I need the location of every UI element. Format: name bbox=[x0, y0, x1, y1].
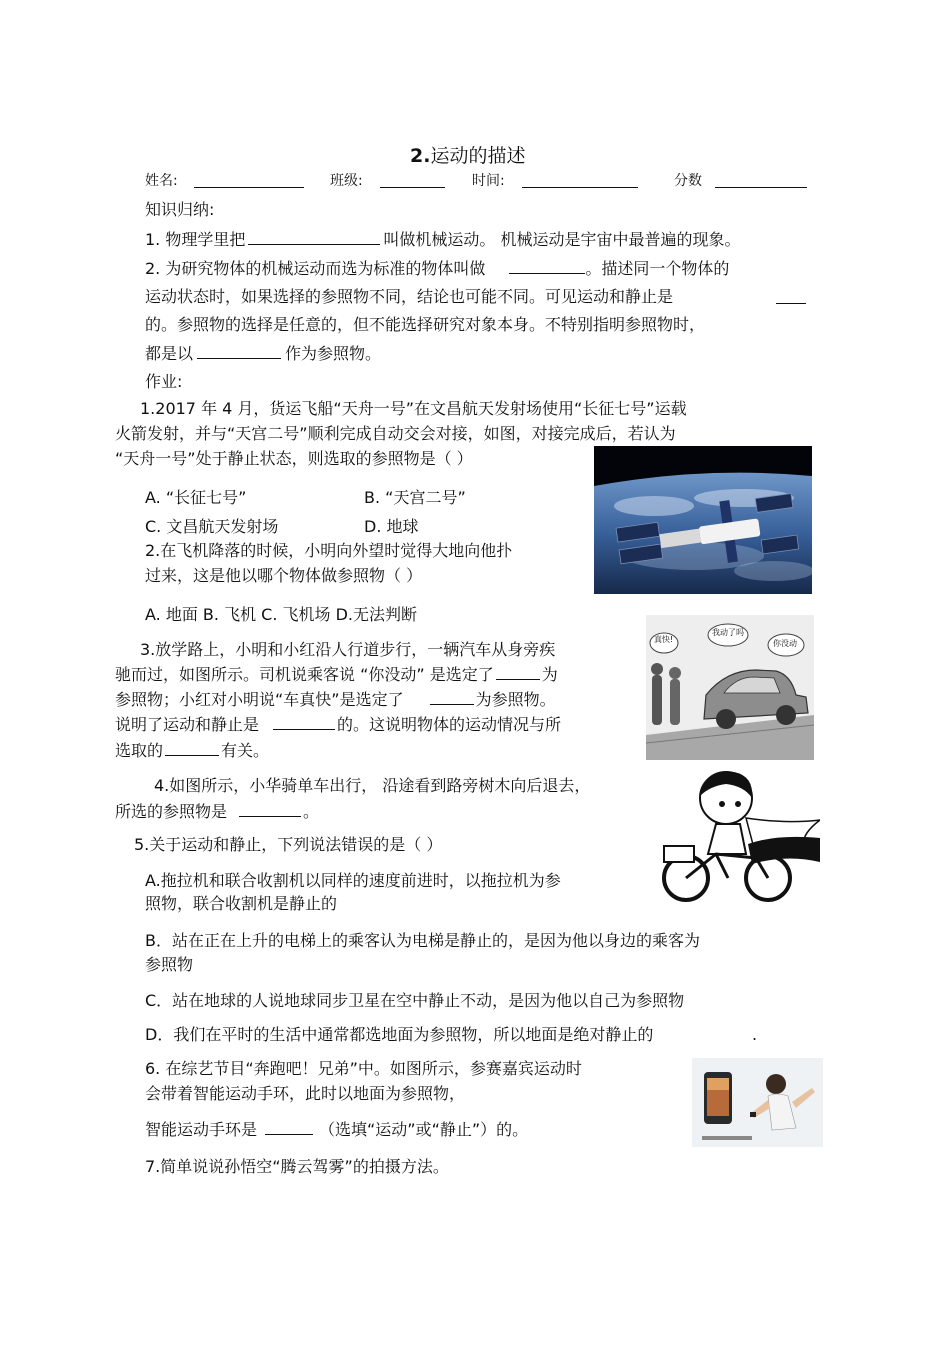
q1-option-c: C. 文昌航天发射场 bbox=[145, 517, 279, 536]
q5-option-a-line-1: A.拖拉机和联合收割机以同样的速度前进时，以拖拉机为参 bbox=[145, 871, 561, 890]
q2-options: A. 地面 B. 飞机 C. 飞机场 D.无法判断 bbox=[145, 605, 417, 624]
k2-line-3: 的。参照物的选择是任意的，但不能选择研究对象本身。不特别指明参照物时， bbox=[145, 315, 706, 334]
q3-line-3-a: 参照物；小红对小明说“车真快”是选定了 bbox=[115, 690, 404, 709]
q5-option-d-dot: . bbox=[752, 1025, 758, 1044]
k2-line-4 bbox=[145, 344, 381, 364]
car-scene-image bbox=[646, 615, 814, 760]
k2-line-4-b: 作为参照物。 bbox=[285, 344, 382, 363]
score-field[interactable] bbox=[715, 187, 807, 188]
q5-option-b-line-1: B．站在正在上升的电梯上的乘客认为电梯是静止的，是因为他以身边的乘客为 bbox=[145, 931, 700, 950]
k1-blank[interactable] bbox=[248, 230, 380, 245]
q4-blank[interactable] bbox=[239, 802, 301, 817]
q1-option-a: A. “长征七号” bbox=[145, 488, 247, 507]
knowledge-item-1 bbox=[145, 230, 740, 250]
q3-line-3-b: 为参照物。 bbox=[475, 690, 556, 709]
q3-blank-2[interactable] bbox=[430, 690, 474, 705]
q3-line-5 bbox=[115, 741, 269, 761]
bicycle-girl-image bbox=[656, 768, 820, 906]
space-station-image bbox=[594, 446, 812, 594]
q3-line-4-a: 说明了运动和静止是 bbox=[115, 715, 260, 734]
k2-text-a: 2. 为研究物体的机械运动而选为标准的物体叫做 bbox=[145, 259, 486, 278]
q1-option-d: D. 地球 bbox=[364, 517, 419, 536]
smart-band-image bbox=[692, 1058, 823, 1147]
name-field[interactable] bbox=[194, 187, 304, 188]
bubble-3-text: 你没动 bbox=[773, 639, 797, 648]
q6-line-3-b: （选填“运动”或“静止”）的。 bbox=[319, 1120, 529, 1139]
q5-option-d: D．我们在平时的生活中通常都选地面为参照物，所以地面是绝对静止的 bbox=[145, 1025, 654, 1044]
q6-line-1: 6. 在综艺节目“奔跑吧！兄弟”中。如图所示，参赛嘉宾运动时 bbox=[145, 1059, 582, 1078]
q5-line-1: 5.关于运动和静止，下列说法错误的是（ ） bbox=[134, 835, 443, 854]
title-number: 2. bbox=[410, 145, 431, 167]
q3-line-4-b: 的。这说明物体的运动情况与所 bbox=[337, 715, 562, 734]
q1-line-1: 1.2017 年 4 月，货运飞船“天舟一号”在文昌航天发射场使用“长征七号”运载 bbox=[140, 399, 687, 418]
q3-line-2-b: 为 bbox=[541, 665, 558, 684]
q3-line-3 bbox=[115, 690, 556, 710]
q3-line-1: 3.放学路上，小明和小红沿人行道步行，一辆汽车从身旁疾 bbox=[140, 640, 556, 659]
q5-option-c: C．站在地球的人说地球同步卫星在空中静止不动，是因为他以自己为参照物 bbox=[145, 991, 685, 1010]
q2-line-2: 过来，这是他以哪个物体做参照物（ ） bbox=[145, 566, 423, 585]
k2-blank-1[interactable] bbox=[509, 259, 585, 274]
q3-blank-4[interactable] bbox=[165, 741, 219, 756]
q6-blank[interactable] bbox=[265, 1120, 313, 1135]
homework-heading: 作业: bbox=[145, 372, 183, 391]
knowledge-heading: 知识归纳: bbox=[145, 200, 215, 219]
k1-text-b: 叫做机械运动。 机械运动是宇宙中最普遍的现象。 bbox=[383, 230, 741, 249]
q4-line-2-b: 。 bbox=[303, 802, 320, 821]
q2-line-1: 2.在飞机降落的时候，小明向外望时觉得大地向他扑 bbox=[145, 541, 513, 560]
q3-line-4 bbox=[115, 715, 561, 735]
q5-option-a-line-2: 照物，联合收割机是静止的 bbox=[145, 894, 338, 913]
k2-text-b: 。描述同一个物体的 bbox=[585, 259, 730, 278]
title-text: 运动的描述 bbox=[430, 145, 526, 167]
q6-line-3-a: 智能运动手环是 bbox=[145, 1120, 258, 1139]
q5-option-b-line-2: 参照物 bbox=[145, 955, 194, 974]
score-label: 分数 bbox=[674, 173, 702, 189]
class-field[interactable] bbox=[380, 187, 445, 188]
class-label: 班级: bbox=[330, 173, 363, 189]
q3-blank-1[interactable] bbox=[496, 665, 540, 680]
k2-blank-2[interactable] bbox=[776, 303, 806, 304]
q3-line-5-a: 选取的 bbox=[115, 741, 164, 760]
q6-line-3 bbox=[145, 1120, 528, 1140]
q1-option-b: B. “天宫二号” bbox=[364, 488, 466, 507]
q7-line: 7.简单说说孙悟空“腾云驾雾”的拍摄方法。 bbox=[145, 1157, 449, 1176]
q1-line-3: “天舟一号”处于静止状态，则选取的参照物是（ ） bbox=[115, 449, 473, 468]
k1-text-a: 1. 物理学里把 bbox=[145, 230, 246, 249]
k2-line-2: 运动状态时，如果选择的参照物不同，结论也可能不同。可见运动和静止是 bbox=[145, 287, 674, 306]
page-title bbox=[410, 146, 525, 166]
q3-blank-3[interactable] bbox=[273, 715, 335, 730]
k2-blank-3[interactable] bbox=[197, 344, 281, 359]
q4-line-1: 4.如图所示，小华骑单车出行， 沿途看到路旁树木向后退去， bbox=[154, 776, 591, 795]
bubble-2-text: 我动了吗 bbox=[712, 628, 744, 637]
name-label: 姓名: bbox=[145, 173, 178, 189]
q3-line-2-a: 驰而过，如图所示。司机说乘客说 “你没动” 是选定了 bbox=[115, 665, 494, 684]
k2-line-4-a: 都是以 bbox=[145, 344, 194, 363]
time-field[interactable] bbox=[522, 187, 638, 188]
time-label: 时间: bbox=[472, 173, 505, 189]
q3-line-2 bbox=[115, 665, 558, 685]
knowledge-item-2 bbox=[145, 259, 729, 279]
bubble-1-text: 真快! bbox=[654, 635, 674, 644]
q4-line-2 bbox=[115, 802, 319, 822]
q6-line-2: 会带着智能运动手环，此时以地面为参照物， bbox=[145, 1084, 466, 1103]
q1-line-2: 火箭发射，并与“天宫二号”顺利完成自动交会对接，如图，对接完成后，若认为 bbox=[115, 424, 676, 443]
q3-line-5-b: 有关。 bbox=[221, 741, 270, 760]
q4-line-2-a: 所选的参照物是 bbox=[115, 802, 228, 821]
